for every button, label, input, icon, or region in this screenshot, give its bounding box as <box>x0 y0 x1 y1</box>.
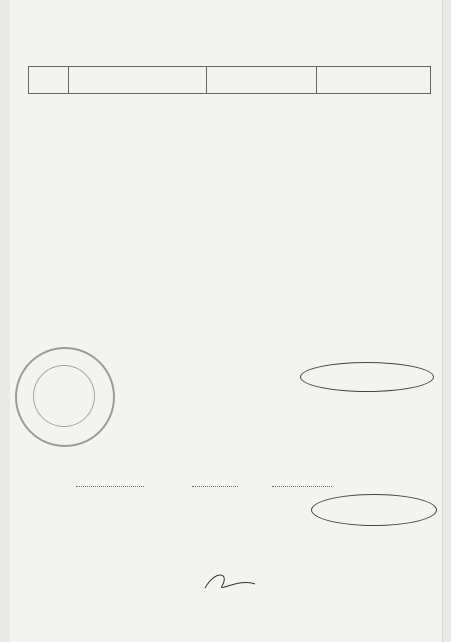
header-bank <box>207 67 317 94</box>
signature-oval <box>300 362 434 392</box>
header-description <box>68 67 207 94</box>
table-header-row <box>29 67 431 94</box>
assets-liabilities-table <box>28 66 431 94</box>
header-amount <box>317 67 431 94</box>
header-sno <box>29 67 69 94</box>
notary-signature-scribble <box>200 568 260 594</box>
affidavit-page <box>10 0 442 642</box>
signature-oval-2 <box>311 494 437 526</box>
notary-seal <box>15 347 115 447</box>
